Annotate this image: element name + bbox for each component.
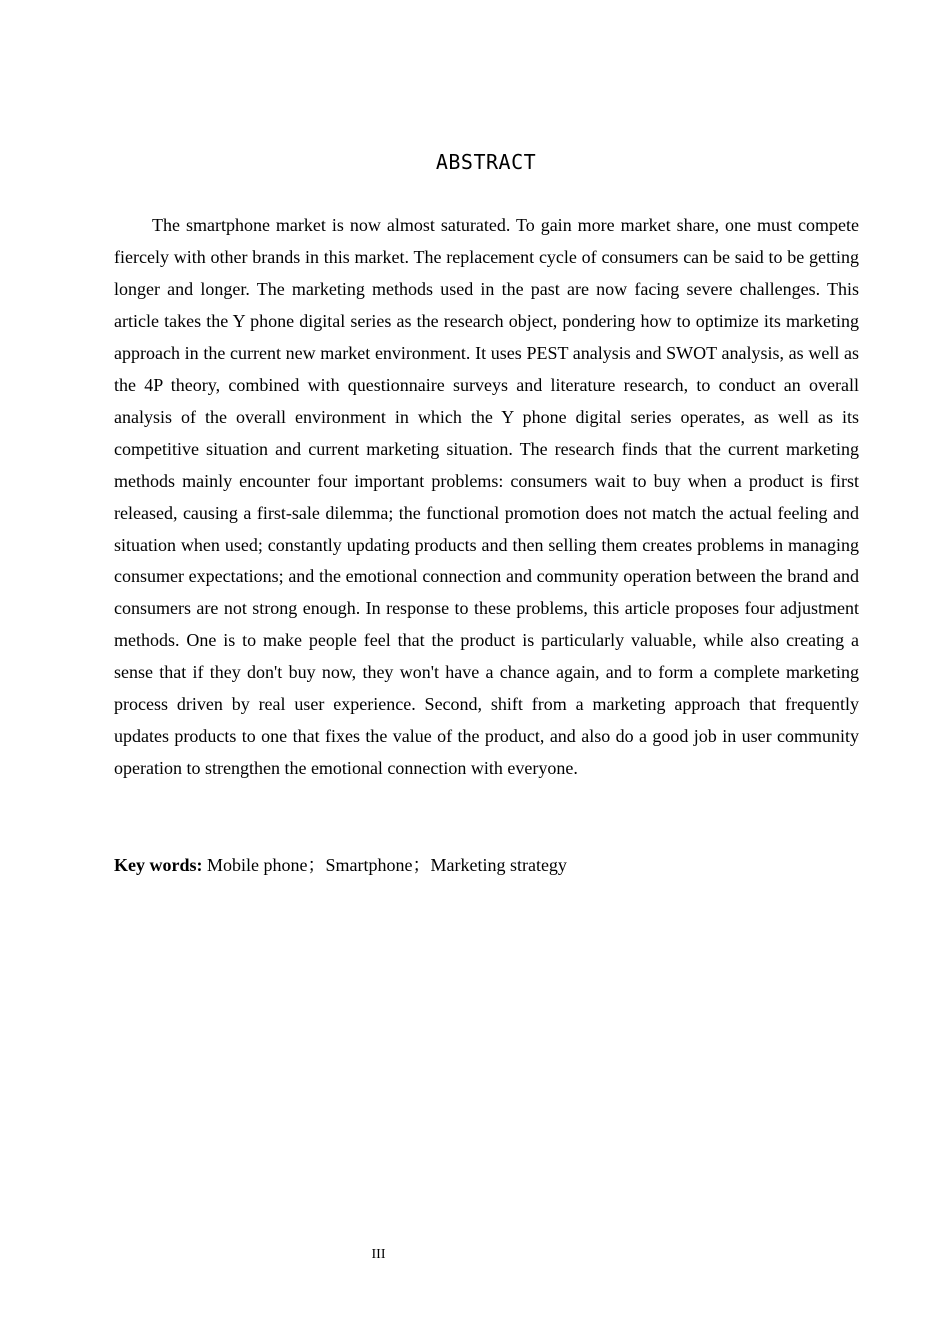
keywords-label: Key words: [114,855,203,875]
abstract-body: The smartphone market is now almost saturated. To gain more market share, one must compete fiercely with other brands in this market. The replacement cycle of consumers can be said to be getting longer and longer. The marketing methods used in the past are now facing severe challenges. This article takes the Y phone digital series as the research object, pondering how to optimize its marketing approach in the current new market environment. It uses PEST analysis and SWOT analysis, as well as the 4P theory, combined with questionnaire surveys and literature research, to conduct an overall analysis of the overall environment in which the Y phone digital series operates, as well as its competitive situation and current marketing situation. The research finds that the current marketing methods mainly encounter four important problems: consumers wait to buy when a product is first released, causing a first-sale dilemma; the functional promotion does not match the actual feeling and situation when used; constantly updating products and then selling them creates problems in managing consumer expectations; and the emotional connection and community operation between the brand and consumers are not strong enough. In response to these problems, this article proposes four adjustment methods. One is to make people feel that the product is particularly valuable, while also creating a sense that if they don't buy now, they won't have a chance again, and to form a complete marketing process driven by real user experience. Second, shift from a marketing approach that frequently updates products to one that fixes the value of the product, and also do a good job in user community operation to strengthen the emotional connection with everyone. [114,215,859,779]
keywords-line [114,850,859,881]
keywords-list: Mobile phone；Smartphone；Marketing strategy [202,855,567,875]
page-number: III [371,1247,386,1262]
abstract-title: ABSTRACT [435,150,537,174]
